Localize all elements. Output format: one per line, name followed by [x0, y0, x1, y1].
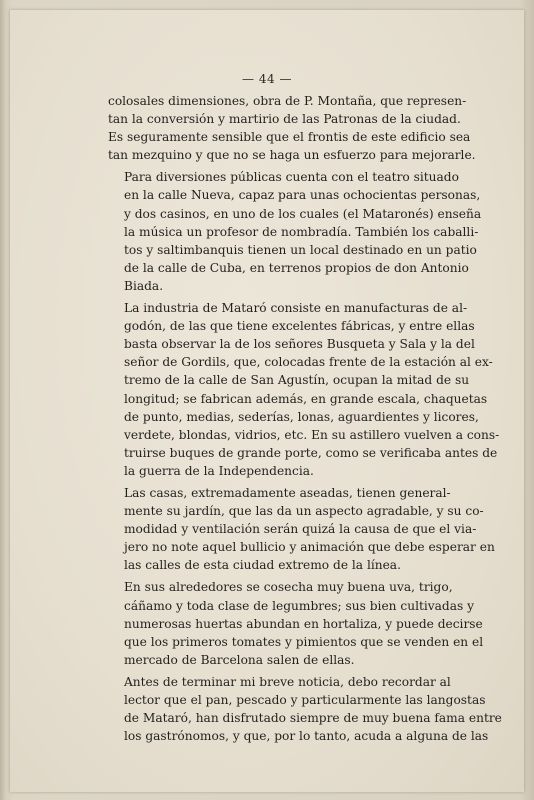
text-line: La industria de Mataró consiste en manufacturas de al-: [124, 301, 468, 316]
text-line: Las casas, extremadamente aseadas, tienen general-: [124, 485, 451, 500]
text-line: mente su jardín, que las da un aspecto agradable, y su co-: [124, 504, 484, 519]
page-number: — 44 —: [242, 72, 292, 86]
text-line: los gastrónomos, y que, por lo tanto, acuda a alguna de las: [124, 729, 489, 744]
text-line: y dos casinos, en uno de los cuales (el Mataronés) enseña: [124, 206, 482, 221]
text-line: Para diversiones públicas cuenta con el teatro situado: [124, 170, 459, 185]
text-line: lector que el pan, pescado y particularmente las langostas: [124, 693, 486, 707]
text-line: que los primeros tomates y pimientos que se venden en el: [124, 634, 484, 649]
text-line: Es seguramente sensible que el frontis de este edificio sea: [108, 130, 471, 145]
text-line: de Mataró, han disfrutado siempre de muy buena fama entre: [124, 711, 502, 726]
paragraph-3: [108, 299, 500, 480]
text-line: en la calle Nueva, capaz para unas ochocientas personas,: [124, 188, 481, 203]
paragraph-4: [108, 484, 495, 574]
text-line: En sus alrededores se cosecha muy buena uva, trigo,: [124, 580, 453, 595]
paragraph-2: [108, 168, 482, 295]
text-line: de la calle de Cuba, en terrenos propios de don Antonio: [124, 260, 469, 275]
paragraph-1: [108, 92, 476, 164]
text-line: verdete, blondas, vidrios, etc. En su astillero vuelven a cons-: [124, 427, 500, 442]
text-line: colosales dimensiones, obra de P. Montaña, que represen-: [108, 94, 467, 108]
text-line: la música un profesor de nombradía. También los caballi-: [124, 224, 479, 239]
text-line: tan mezquino y que no se haga un esfuerzo para mejorarle.: [108, 148, 476, 163]
paragraph-6: [108, 673, 502, 745]
body-text: [108, 92, 502, 749]
text-line: tos y saltimbanquis tienen un local destinado en un patio: [124, 242, 477, 257]
paragraph-5: [108, 578, 484, 668]
text-line: numerosas huertas abundan en hortaliza, y puede decirse: [124, 616, 483, 631]
text-line: las calles de esta ciudad extremo de la línea.: [124, 558, 401, 573]
text-line: longitud; se fabrican además, en grande escala, chaquetas: [124, 391, 488, 406]
text-line: tan la conversión y martirio de las Patronas de la ciudad.: [108, 112, 461, 127]
text-line: Antes de terminar mi breve noticia, debo recordar al: [124, 674, 451, 689]
text-line: de punto, medias, sederías, lonas, aguardientes y licores,: [124, 409, 479, 424]
text-line: truirse buques de grande porte, como se verificaba antes de: [124, 445, 498, 460]
text-line: la guerra de la Independencia.: [124, 463, 314, 478]
text-line: señor de Gordils, que, colocadas frente de la estación al ex-: [124, 355, 493, 370]
text-line: tremo de la calle de San Agustín, ocupan la mitad de su: [124, 373, 470, 388]
text-line: basta observar la de los señores Busqueta y Sala y la del: [124, 337, 475, 352]
text-line: mercado de Barcelona salen de ellas.: [124, 652, 355, 667]
text-line: modidad y ventilación serán quizá la causa de que el via-: [124, 522, 477, 537]
text-line: cáñamo y toda clase de legumbres; sus bien cultivadas y: [124, 598, 474, 613]
text-line: jero no note aquel bullicio y animación que debe esperar en: [124, 540, 495, 555]
text-line: Biada.: [124, 278, 164, 293]
text-line: godón, de las que tiene excelentes fábricas, y entre ellas: [124, 319, 475, 334]
